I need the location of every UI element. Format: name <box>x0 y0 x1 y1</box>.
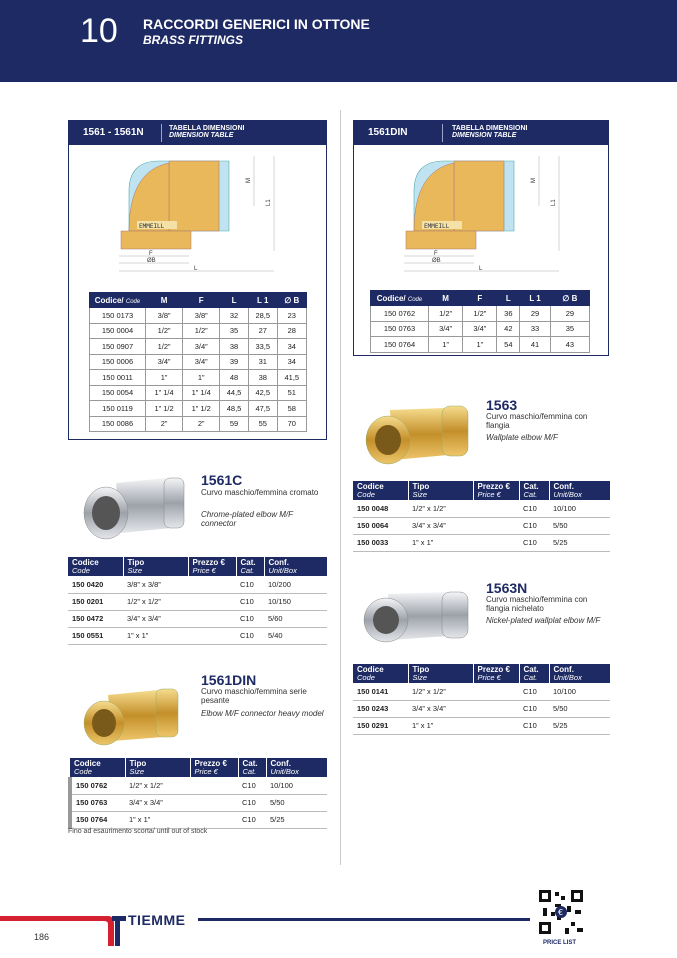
cell-cat: C10 <box>519 700 549 717</box>
cell-l1: 33 <box>520 321 550 337</box>
label-l: L <box>479 266 483 272</box>
cell-l1: 28,5 <box>248 308 277 324</box>
cell-l: 48 <box>220 370 249 386</box>
col-cat: Cat. <box>523 482 539 491</box>
col-code: Code <box>125 298 141 305</box>
cell-code: 150 0763 <box>70 794 125 811</box>
cell-code: 150 0472 <box>68 610 123 627</box>
cell-unit: 5/60 <box>264 610 327 627</box>
cell-code: 150 0763 <box>371 321 429 337</box>
cell-m: 1/2” <box>146 323 183 339</box>
product-image-1561din <box>78 675 186 755</box>
brand-logo: TIEMME <box>128 912 186 928</box>
col-l: L <box>497 291 520 306</box>
col-codice: Codice/ <box>94 295 124 305</box>
product-desc-en: Chrome-plated elbow M/F connector <box>201 510 293 528</box>
col-f: F <box>463 291 497 306</box>
col-price: Price € <box>477 673 501 682</box>
cell-l: 59 <box>220 416 249 432</box>
cell-price <box>473 517 519 534</box>
cell-l: 32 <box>220 308 249 324</box>
cell-f: 3/4” <box>463 321 497 337</box>
cell-m: 2” <box>146 416 183 432</box>
label-ob: ØB <box>147 258 156 264</box>
cell-f: 2” <box>183 416 220 432</box>
dimension-title-it: TABELLA DIMENSIONI <box>452 125 528 132</box>
cell-m: 1” <box>146 370 183 386</box>
col-codice: Codice <box>74 759 101 768</box>
cell-size: 1” x 1” <box>408 534 473 551</box>
col-conf: Conf. <box>553 482 574 491</box>
col-code: Code <box>74 767 92 776</box>
product-desc-it: Curvo maschio/femmina serie pesante <box>201 687 307 705</box>
cell-size: 1/2” x 1/2” <box>123 593 188 610</box>
product-row <box>68 610 327 627</box>
cell-cat: C10 <box>519 717 549 734</box>
product-desc-en: Elbow M/F connector heavy model <box>201 709 324 718</box>
cell-price <box>190 811 238 828</box>
col-conf: Conf. <box>553 665 574 674</box>
cell-unit: 5/25 <box>549 534 610 551</box>
cell-f: 3/8” <box>183 308 220 324</box>
column-divider <box>340 110 341 865</box>
dimension-row <box>371 321 590 337</box>
dimension-title-en: DIMENSION TABLE <box>452 132 517 139</box>
dimension-code: 1561 - 1561N <box>83 127 144 138</box>
product-row <box>68 593 327 610</box>
dimension-row <box>371 306 590 322</box>
cell-f: 1” 1/2 <box>183 401 220 417</box>
svg-text:EMMEILL: EMMEILL <box>424 223 450 230</box>
cell-b: 58 <box>277 401 306 417</box>
cell-m: 3/4” <box>429 321 463 337</box>
label-l1: L1 <box>551 199 557 206</box>
product-table-1561din <box>68 758 327 829</box>
cell-cat: C10 <box>236 593 264 610</box>
col-codice: Codice <box>357 482 384 491</box>
cell-l: 42 <box>497 321 520 337</box>
cell-unit: 5/50 <box>549 517 610 534</box>
dimension-panel-1561 <box>68 120 327 440</box>
product-desc-en: Nickel-plated wallplat elbow M/F <box>486 616 601 625</box>
dimension-row <box>90 385 307 401</box>
cell-price <box>190 794 238 811</box>
cell-f: 1” <box>183 370 220 386</box>
cell-code: 150 0048 <box>353 500 408 517</box>
cell-b: 23 <box>277 308 306 324</box>
cell-cat: C10 <box>236 576 264 593</box>
cell-code: 150 0006 <box>90 354 146 370</box>
cell-unit: 5/50 <box>266 794 327 811</box>
cell-cat: C10 <box>519 500 549 517</box>
cell-l: 36 <box>497 306 520 322</box>
cell-price <box>473 683 519 700</box>
dimension-code: 1561DIN <box>368 127 408 138</box>
col-l1: L 1 <box>520 291 550 306</box>
cell-unit: 10/100 <box>549 683 610 700</box>
cell-price <box>188 593 236 610</box>
product-image-1563 <box>360 400 478 472</box>
cell-l: 44,5 <box>220 385 249 401</box>
col-cat: Cat. <box>242 759 258 768</box>
col-code: Code <box>357 673 375 682</box>
dimension-row <box>90 354 307 370</box>
col-code: Code <box>72 566 90 575</box>
cell-l: 54 <box>497 337 520 353</box>
cell-cat: C10 <box>519 683 549 700</box>
col-cat-en: Cat. <box>240 566 255 575</box>
cell-l1: 55 <box>248 416 277 432</box>
col-unit: Unit/Box <box>268 566 297 575</box>
cell-cat: C10 <box>238 777 266 794</box>
cell-f: 1” 1/4 <box>183 385 220 401</box>
cell-code: 150 0011 <box>90 370 146 386</box>
product-row <box>68 576 327 593</box>
dimension-row <box>90 370 307 386</box>
cell-b: 35 <box>550 321 589 337</box>
product-row <box>353 700 610 717</box>
cell-code: 150 0762 <box>70 777 125 794</box>
cell-code: 150 0141 <box>353 683 408 700</box>
cell-l1: 33,5 <box>248 339 277 355</box>
product-title: 1561C <box>201 472 243 488</box>
dimension-row <box>90 339 307 355</box>
product-row <box>353 717 610 734</box>
page-number: 186 <box>34 932 50 942</box>
label-l: L <box>194 266 198 272</box>
dimension-table <box>370 290 590 353</box>
col-m: M <box>146 293 183 308</box>
cell-size: 1” x 1” <box>125 811 190 828</box>
col-b: ∅ B <box>550 291 589 306</box>
cell-b: 28 <box>277 323 306 339</box>
col-prezzo: Prezzo € <box>192 558 225 567</box>
cell-f: 3/4” <box>183 354 220 370</box>
product-row <box>70 777 327 794</box>
col-codice: Codice <box>357 665 384 674</box>
col-tipo: Tipo <box>129 759 147 768</box>
cell-b: 51 <box>277 385 306 401</box>
col-size: Size <box>412 490 428 499</box>
col-codice: Codice/ <box>376 293 406 303</box>
cell-unit: 10/150 <box>264 593 327 610</box>
label-f: F <box>149 251 153 257</box>
cell-cat: C10 <box>519 517 549 534</box>
cell-size: 1/2” x 1/2” <box>408 500 473 517</box>
cell-b: 34 <box>277 339 306 355</box>
cell-l1: 27 <box>248 323 277 339</box>
col-unit: Unit/Box <box>270 767 299 776</box>
chapter-title: RACCORDI GENERICI IN OTTONE <box>143 16 370 32</box>
cell-m: 3/8” <box>146 308 183 324</box>
product-row <box>353 517 610 534</box>
page-header <box>0 0 677 82</box>
cell-m: 1” <box>429 337 463 353</box>
cell-size: 1” x 1” <box>408 717 473 734</box>
col-size: Size <box>127 566 143 575</box>
cell-b: 41,5 <box>277 370 306 386</box>
product-row <box>70 794 327 811</box>
stock-note: Fino ad esaurimento scorta/ until out of stock <box>68 828 208 835</box>
price-list-label: PRICE LIST <box>543 940 577 946</box>
product-row <box>68 627 327 644</box>
cell-unit: 5/40 <box>264 627 327 644</box>
cell-m: 1/2” <box>146 339 183 355</box>
cell-b: 29 <box>550 306 589 322</box>
cell-m: 1” 1/4 <box>146 385 183 401</box>
cell-price <box>188 576 236 593</box>
header-separator <box>442 124 443 142</box>
cell-l: 39 <box>220 354 249 370</box>
cell-b: 70 <box>277 416 306 432</box>
cell-price <box>188 610 236 627</box>
cell-m: 1” 1/2 <box>146 401 183 417</box>
col-cat-en: Cat. <box>523 490 538 499</box>
cell-f: 3/4” <box>183 339 220 355</box>
col-code: Code <box>407 296 423 303</box>
cell-code: 150 0173 <box>90 308 146 324</box>
dimension-row <box>90 416 307 432</box>
cell-l1: 38 <box>248 370 277 386</box>
cell-unit: 5/25 <box>549 717 610 734</box>
cell-code: 150 0907 <box>90 339 146 355</box>
col-cat-en: Cat. <box>242 767 257 776</box>
col-b: ∅ B <box>277 293 306 308</box>
cell-b: 43 <box>550 337 589 353</box>
cell-l: 35 <box>220 323 249 339</box>
col-tipo: Tipo <box>412 665 430 674</box>
cell-code: 150 0054 <box>90 385 146 401</box>
cell-cat: C10 <box>519 534 549 551</box>
col-tipo: Tipo <box>127 558 145 567</box>
col-unit: Unit/Box <box>553 490 582 499</box>
col-conf: Conf. <box>270 759 291 768</box>
label-m: M <box>531 178 537 183</box>
cell-size: 3/4” x 3/4” <box>408 700 473 717</box>
cell-code: 150 0243 <box>353 700 408 717</box>
cell-code: 150 0420 <box>68 576 123 593</box>
col-prezzo: Prezzo € <box>477 665 510 674</box>
cell-size: 1/2” x 1/2” <box>125 777 190 794</box>
label-ob: ØB <box>432 258 441 264</box>
cell-l: 38 <box>220 339 249 355</box>
cell-unit: 5/25 <box>266 811 327 828</box>
cell-code: 150 0291 <box>353 717 408 734</box>
col-l1: L 1 <box>248 293 277 308</box>
cell-code: 150 0201 <box>68 593 123 610</box>
cell-price <box>473 500 519 517</box>
dimension-row <box>371 337 590 353</box>
product-desc-en: Wallplate elbow M/F <box>486 433 558 442</box>
cell-l1: 41 <box>520 337 550 353</box>
cell-cat: C10 <box>238 811 266 828</box>
col-cat: Cat. <box>523 665 539 674</box>
cell-size: 3/4” x 3/4” <box>123 610 188 627</box>
cell-l1: 47,5 <box>248 401 277 417</box>
technical-drawing <box>109 151 309 276</box>
cell-f: 1/2” <box>463 306 497 322</box>
dimension-title-en: DIMENSION TABLE <box>169 132 234 139</box>
cell-code: 150 0064 <box>353 517 408 534</box>
col-code: Code <box>357 490 375 499</box>
product-title: 1561DIN <box>201 672 257 688</box>
col-price: Price € <box>477 490 501 499</box>
cell-l1: 31 <box>248 354 277 370</box>
cell-size: 3/8” x 3/8” <box>123 576 188 593</box>
dimension-table <box>89 292 307 432</box>
col-codice: Codice <box>72 558 99 567</box>
cell-code: 150 0004 <box>90 323 146 339</box>
product-title: 1563N <box>486 580 528 596</box>
cell-l: 48,5 <box>220 401 249 417</box>
col-tipo: Tipo <box>412 482 430 491</box>
dimension-row <box>90 401 307 417</box>
cell-size: 3/4” x 3/4” <box>125 794 190 811</box>
product-desc-it: Curvo maschio/femmina cromato <box>201 488 319 497</box>
cell-l1: 29 <box>520 306 550 322</box>
cell-unit: 5/50 <box>549 700 610 717</box>
product-desc-it: Curvo maschio/femmina con flangia <box>486 412 588 430</box>
svg-text:EMMEILL: EMMEILL <box>139 223 165 230</box>
dimension-panel-header <box>354 121 608 145</box>
cell-size: 1/2” x 1/2” <box>408 683 473 700</box>
col-l: L <box>220 293 249 308</box>
cell-l1: 42,5 <box>248 385 277 401</box>
cell-unit: 10/100 <box>266 777 327 794</box>
product-desc-it: Curvo maschio/femmina con flangia nichelato <box>486 595 588 613</box>
dimension-row <box>90 308 307 324</box>
cell-price <box>473 534 519 551</box>
dimension-row <box>90 323 307 339</box>
dimension-panel-header <box>69 121 326 145</box>
cell-price <box>190 777 238 794</box>
cell-code: 150 0762 <box>371 306 429 322</box>
cell-unit: 10/100 <box>549 500 610 517</box>
qr-code-icon[interactable] <box>537 888 585 940</box>
label-f: F <box>434 251 438 257</box>
col-conf: Conf. <box>268 558 289 567</box>
product-row <box>70 811 327 828</box>
col-price: Price € <box>194 767 218 776</box>
product-title: 1563 <box>486 397 518 413</box>
label-m: M <box>246 178 252 183</box>
cell-m: 1/2” <box>429 306 463 322</box>
cell-price <box>473 717 519 734</box>
product-row <box>353 500 610 517</box>
col-cat: Cat. <box>240 558 256 567</box>
product-row <box>353 683 610 700</box>
dimension-title-it: TABELLA DIMENSIONI <box>169 125 245 132</box>
cell-code: 150 0764 <box>70 811 125 828</box>
chapter-number: 10 <box>80 12 118 50</box>
cell-f: 1/2” <box>183 323 220 339</box>
col-m: M <box>429 291 463 306</box>
product-row <box>353 534 610 551</box>
cell-price <box>188 627 236 644</box>
cell-price <box>473 700 519 717</box>
cell-cat: C10 <box>236 627 264 644</box>
header-separator <box>161 124 162 142</box>
product-table-1561c <box>68 557 327 645</box>
technical-drawing <box>394 151 594 276</box>
cell-b: 34 <box>277 354 306 370</box>
col-price: Price € <box>192 566 216 575</box>
col-f: F <box>183 293 220 308</box>
svg-text:€: € <box>558 908 564 917</box>
product-table-1563n <box>353 664 610 735</box>
product-image-1563n <box>358 588 476 646</box>
chapter-subtitle: BRASS FITTINGS <box>143 33 244 47</box>
cell-code: 150 0551 <box>68 627 123 644</box>
cell-m: 3/4” <box>146 354 183 370</box>
col-size: Size <box>129 767 145 776</box>
cell-size: 3/4” x 3/4” <box>408 517 473 534</box>
cell-code: 150 0764 <box>371 337 429 353</box>
col-prezzo: Prezzo € <box>477 482 510 491</box>
col-unit: Unit/Box <box>553 673 582 682</box>
col-cat-en: Cat. <box>523 673 538 682</box>
cell-size: 1” x 1” <box>123 627 188 644</box>
col-size: Size <box>412 673 428 682</box>
col-prezzo: Prezzo € <box>194 759 227 768</box>
label-l1: L1 <box>266 199 272 206</box>
cell-code: 150 0086 <box>90 416 146 432</box>
cell-code: 150 0119 <box>90 401 146 417</box>
cell-cat: C10 <box>238 794 266 811</box>
cell-cat: C10 <box>236 610 264 627</box>
cell-code: 150 0033 <box>353 534 408 551</box>
cell-unit: 10/200 <box>264 576 327 593</box>
cell-f: 1” <box>463 337 497 353</box>
product-table-1563 <box>353 481 610 552</box>
dimension-panel-1561din <box>353 120 609 356</box>
product-image-1561c <box>76 468 192 548</box>
